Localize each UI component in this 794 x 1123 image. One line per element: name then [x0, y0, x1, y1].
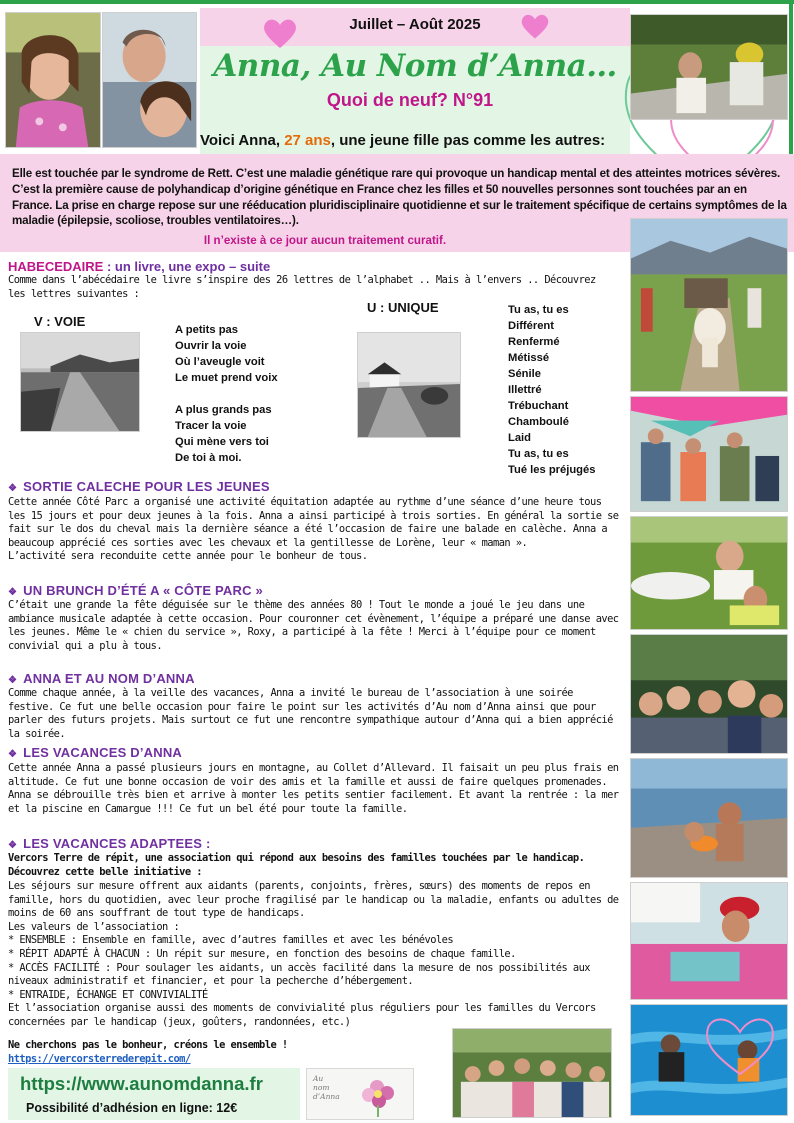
intro-text: Elle est touchée par le syndrome de Rett. C’est une maladie génétique rare qui provoque un handicap mental et des atteintes motrices sévères. C’est la première cause de polyhandicap d’origine génétique en France chez les filles et 50 nouvelles personnes sont touchées par an en France. La prise en charge repose sur une rééducation pluridisciplinaire quotidienne et sur le traitement spécifique de certains symptômes de la maladie (épilepsie, scoliose, troubles ventilatoires…).	[12, 167, 787, 228]
poem-line: Où l’aveugle voit	[175, 356, 265, 368]
poem-line: Tu as, tu es	[508, 304, 569, 316]
poem-line: A plus grands pas	[175, 404, 272, 416]
logo-line: nom	[313, 1083, 330, 1092]
diamond-bullet-icon: ❖	[8, 840, 18, 851]
abecedaire-title: HABECEDAIRE	[8, 259, 104, 274]
anna-asso-text: Comme chaque année, à la veille des vacances, Anna a invité le bureau de l’association à une soirée festive. Ce fut une belle occasion pour faire le point sur les activités d’Au nom d’Anna ainsi que pour parler des futurs projets. Mais surtout ce fut une rencontre sympathique autour d’Anna qui a bien apprécié la soirée.	[8, 687, 613, 740]
u-label: U : UNIQUE	[367, 300, 439, 315]
diamond-bullet-icon: ❖	[8, 675, 18, 686]
photo-walk-helmet	[630, 14, 788, 120]
photo-lying-on-grass	[630, 516, 788, 630]
poem-line: Tu as, tu es	[508, 448, 569, 460]
adaptees-closing: Ne cherchons pas le bonheur, créons le ensemble !	[8, 1039, 288, 1051]
poem-line: A petits pas	[175, 324, 238, 336]
logo-line: d’Anna	[313, 1092, 340, 1101]
intro-age: 27 ans	[284, 132, 331, 149]
photo-sunbathing	[630, 882, 788, 1000]
photo-road-bw	[20, 332, 140, 432]
poem-line: Ouvrir la voie	[175, 340, 247, 352]
anna-asso-heading	[8, 671, 195, 686]
caleche-title: SORTIE CALECHE POUR LES JEUNES	[23, 479, 270, 494]
vercors-link[interactable]: https://vercorsterrederepit.com/	[8, 1053, 191, 1065]
brunch-text: C’était une grande la fête déguisée sur le thème des années 80 ! Tout le monde a joué le jeu dans une ambiance musicale adaptée à cette occasion. Pour couronner cet évènement, l’équipe a préparé une danse avec les jeunes. Même le « chien du service », Roxy, a participé à la fête ! Merci à l’équipe pour ce moment convivial qui a plu à tous.	[8, 599, 619, 652]
association-logo	[306, 1068, 414, 1120]
v-label: V : VOIE	[34, 314, 86, 329]
photo-house-bw	[357, 332, 461, 438]
vacances-text: Cette année Anna a passé plusieurs jours en montagne, au Collet d’Allevard. Il faisait un peu plus frais en altitude. Ce fut une bonne occasion de voir des amis et la famille et aussi de faire quelques promenades. Anna se débrouille très bien et arrive à monter les petits sentier facilement. Et avant la rentrée : la mer et la piscine en Camargue !!! Ce fut un bel été pour toute la famille.	[8, 762, 619, 815]
abecedaire-subtitle: : un livre, une expo – suite	[103, 259, 271, 274]
vacances-title: LES VACANCES D’ANNA	[23, 745, 183, 760]
photo-brunch-party	[630, 396, 788, 512]
poem-line: Laid	[508, 432, 531, 444]
diamond-bullet-icon: ❖	[8, 749, 18, 760]
brunch-title: UN BRUNCH D’ÉTÉ A « CÔTE PARC »	[23, 583, 263, 598]
intro-line	[200, 132, 660, 149]
heart-icon	[262, 16, 298, 50]
poem-line: Métissé	[508, 352, 550, 364]
poem-line: Illettré	[508, 384, 542, 396]
intro-prefix: Voici Anna,	[200, 132, 285, 149]
u-poem	[508, 302, 628, 478]
v-poem	[175, 322, 335, 466]
abecedaire-heading	[8, 259, 270, 274]
poem-line	[175, 386, 335, 402]
photo-beach	[630, 758, 788, 878]
header-date: Juillet – Août 2025	[349, 16, 481, 33]
poem-line: Tracer la voie	[175, 420, 247, 432]
footer-membership: Possibilité d’adhésion en ligne: 12€	[26, 1101, 238, 1115]
caleche-heading	[8, 479, 270, 494]
intro-suffix: , une jeune fille pas comme les autres:	[330, 132, 606, 149]
abecedaire-text: Comme dans l’abécédaire le livre s’inspire des 26 lettres de l’alphabet .. Mais à l’envers .. Découvrez les lettres suivantes :	[8, 274, 596, 300]
poem-line: Qui mène vers toi	[175, 436, 269, 448]
adaptees-bold-intro: Vercors Terre de répit, une association qui répond aux besoins des familles touchées par le handicap. Découvrez cette belle initiative :	[8, 852, 585, 878]
photo-anna-portrait	[5, 12, 101, 148]
flower-logo-icon	[347, 1071, 411, 1119]
poem-line: Trébuchant	[508, 400, 569, 412]
poem-line: Tué les préjugés	[508, 464, 596, 476]
vacances-heading	[8, 745, 182, 760]
intro-note: Il n’existe à ce jour aucun traitement curatif.	[203, 234, 447, 247]
adaptees-text: Les séjours sur mesure offrent aux aidants (parents, conjoints, frères, sœurs) des moments de repos en famille, hors du quotidien, avec leur proche fragilisé par le handicap ou la maladie, enfants ou adultes de moins de 60 ans souffrant de tout type de handicaps. Les valeurs de l’association : * ENSEMBLE : Ensemble en famille, avec d’autres familles et avec les bénévoles * RÉPIT ADAPTÉ À CHACUN : Un répit sur mesure, en fonction des besoins de chaque famille. * ACCÈS FACILITÉ : Pour soulager les aidants, un accès facilité dans la mesure de nos possibilités aux niveaux administratif et financier, et pour la pecherche d’hébergement. * ENTRAIDE, ÉCHANGE ET CONVIVIALITÉ Et l’association organise aussi des moments de convivialité plus réguliers pour les familles du Vercors concernées par le handicap (jeux, goûters, randonnées, etc.)	[8, 880, 619, 1028]
diamond-bullet-icon: ❖	[8, 587, 18, 598]
photo-father-daughter	[102, 12, 197, 148]
poem-line: Sénile	[508, 368, 541, 380]
poem-line: Le muet prend voix	[175, 372, 278, 384]
poem-line: De toi à moi.	[175, 452, 242, 464]
photo-group-garden	[452, 1028, 612, 1118]
photo-group-selfie	[630, 634, 788, 754]
adaptees-title: LES VACANCES ADAPTEES :	[23, 836, 211, 851]
diamond-bullet-icon: ❖	[8, 483, 18, 494]
frame-top-line	[0, 0, 794, 4]
issue-number: Quoi de neuf? N°91	[326, 90, 494, 110]
heart-outline-icon	[700, 1010, 780, 1080]
caleche-text: Cette année Côté Parc a organisé une activité équitation adaptée au rythme d’une séance d’une heure tous les 15 jours et pour deux jeunes à la fois. Anna a ainsi participé à trois sorties. En général la sortie se fait sur le dos du cheval mais la dernière séance a été l’occasion de faire une balade en calèche. Anna a beaucoup apprécié ces sorties avec les chevaux et la gentillesse de Lorène, leur « maman ». L’activité sera reconduite cette année pour le bonheur de tous.	[8, 496, 619, 563]
poem-line: Renfermé	[508, 336, 560, 348]
poem-line: Différent	[508, 320, 554, 332]
brunch-heading	[8, 583, 263, 598]
photo-caleche	[630, 218, 788, 392]
poem-line: Chamboulé	[508, 416, 569, 428]
adaptees-heading	[8, 836, 211, 851]
page-title: Anna, Au Nom d’Anna…	[213, 48, 617, 84]
heart-icon	[520, 11, 550, 41]
anna-asso-title: ANNA ET AU NOM D’ANNA	[23, 671, 195, 686]
footer-url[interactable]: https://www.aunomdanna.fr	[20, 1073, 263, 1094]
logo-line: Au	[313, 1074, 324, 1083]
